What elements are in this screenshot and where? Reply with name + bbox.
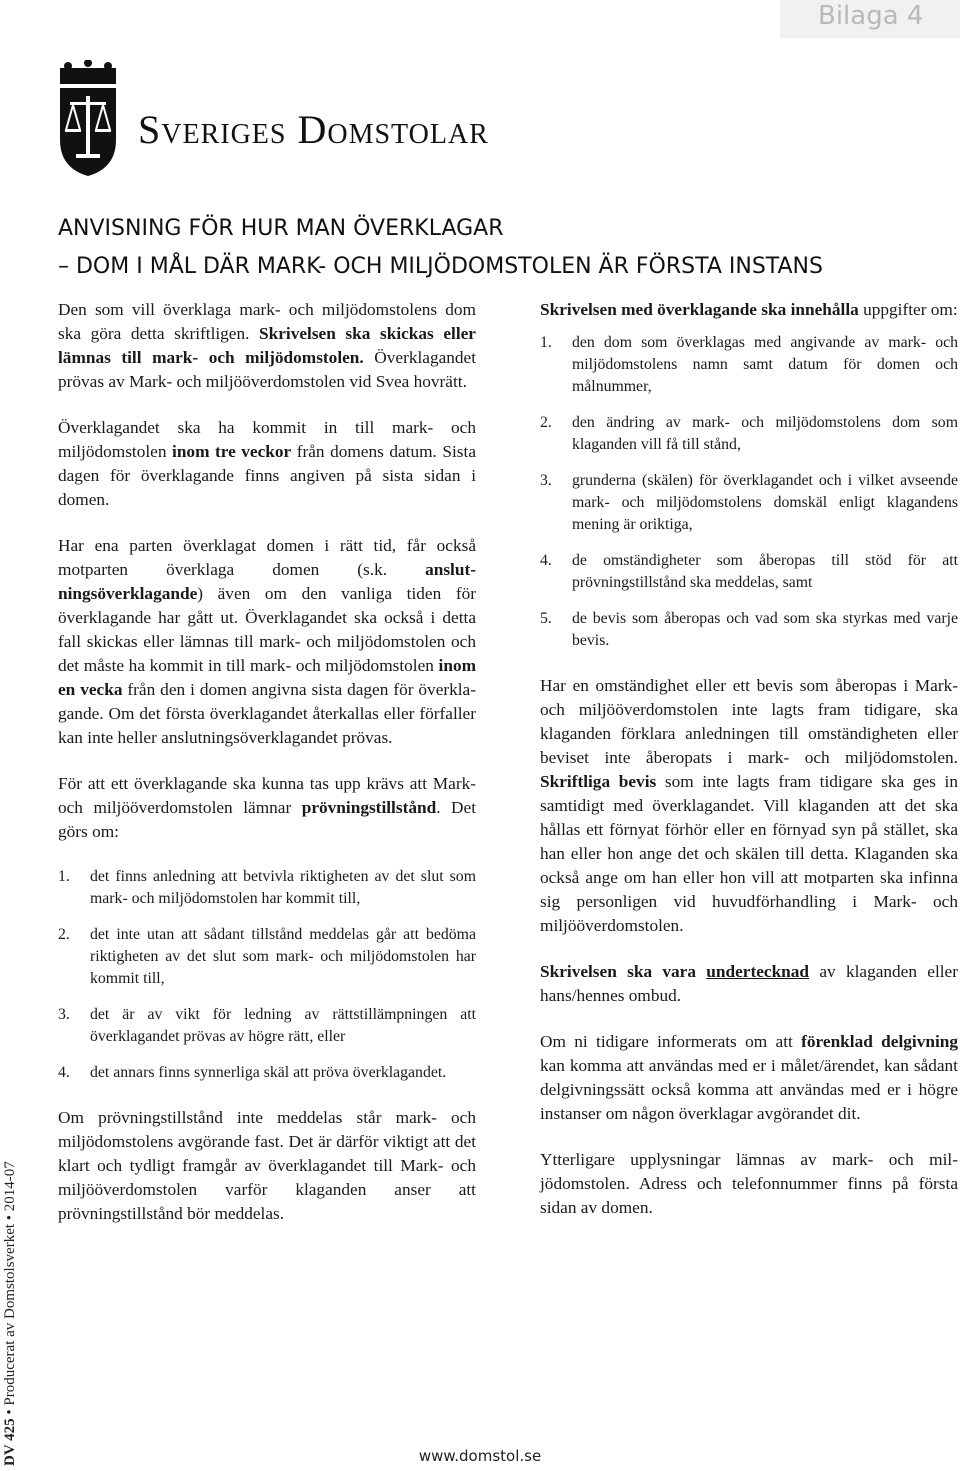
deadline-paragraph: Överklagandet ska ha kommit in till mark- och miljödomstolen inom tre veckor från domens datum. Sista dagen för överklagande finns angiven på sista sidan i domen.	[58, 418, 476, 509]
more-info-paragraph: Ytterligare upplysningar lämnas av mark- och miljödomstolen. Adress och telefonnummer finns på första sidan av domen.	[540, 1150, 958, 1217]
contents-heading: Skrivelsen med överklagande ska innehålla uppgifter om:	[540, 300, 958, 319]
no-leave-paragraph: Om prövningstillstånd inte meddelas står mark- och miljödomstolens avgörande fast. Det är därför viktigt att det klart och tydligt framgår av överklagandet till Mark- och miljööverdomstolen varför klaganden anser att prövningstillstånd bör meddelas.	[58, 1108, 476, 1223]
title-line-2: – DOM I MÅL DÄR MARK- OCH MILJÖDOMSTOLEN ÄR FÖRSTA INSTANS	[58, 254, 823, 279]
document-code-sidebar: DV 425 • Producerat av Domstolsverket • 2014-07	[2, 1161, 18, 1466]
list-item: 3. det är av vikt för ledning av rättstillämpningen att överklagandet prövas av högre rätt, eller	[58, 1006, 476, 1045]
list-item: 4. det annars finns synnerliga skäl att pröva överklagandet.	[58, 1064, 447, 1081]
crowned-scales-emblem	[60, 60, 116, 176]
signature-paragraph: Skrivelsen ska vara undertecknad av klaganden eller hans/hennes ombud.	[540, 962, 958, 1005]
list-item: 5. de bevis som åberopas och vad som ska styrkas med varje bevis.	[540, 610, 958, 649]
list-item: 1. den dom som överklagas med angivande av mark- och miljödomstolens namn samt datum för domen och målnummer,	[540, 334, 958, 395]
logo-wordmark: Sveriges Domstolar	[138, 107, 489, 152]
leave-to-appeal-paragraph: För att ett överklagande ska kunna tas upp krävs att Mark- och miljööverdomstolen lämnar prövningstillstånd. Det görs om:	[58, 774, 476, 841]
list-item: 2. den ändring av mark- och miljödomstolens dom som klaganden vill få till stånd,	[540, 414, 958, 453]
list-item: 3. grunderna (skälen) för överklagandet och i vilket avseende mark- och miljödomstolens domskäl enligt klagandens mening är oriktiga,	[540, 472, 958, 533]
leave-to-appeal-criteria-list	[58, 866, 476, 1084]
contents-list	[540, 332, 958, 652]
cross-appeal-paragraph: Har ena parten överklagat domen i rätt tid, får också motparten överklaga domen (s.k. anslutningsöverklagande) även om den vanliga tiden för överklagande har gått ut. Överklagandet ska också i detta fall skickas eller lämnas till mark- och miljödomstolen och det måste ha kommit in till mark- och miljödomstolen inom en vecka från den i domen angivna sista dagen för överklagande. Om det första överklagandet återkallas eller förfaller kan inte heller anslutningsöverklagandet prövas.	[58, 536, 476, 747]
intro-paragraph: Den som vill överklaga mark- och miljödomstolens dom ska göra detta skriftligen. Skrivelsen ska skickas eller lämnas till mark- och miljödomstolen. Överklagandet prövas av Mark- och miljööverdomstolen vid Svea hovrätt.	[58, 300, 477, 391]
list-item: 1. det finns anledning att betvivla riktigheten av det slut som mark- och miljödomstolen har kommit till,	[58, 868, 476, 907]
right-column	[540, 298, 958, 1242]
footer-website: www.domstol.se	[418, 1447, 542, 1465]
service-paragraph: Om ni tidigare informerats om att förenklad delgivning kan komma att användas med er i målet/ärendet, kan sådant delgivningssätt också komma att användas med er i högre instanser om någon överklagar avgörandet dit.	[540, 1032, 958, 1123]
title-line-1: ANVISNING FÖR HUR MAN ÖVERKLAGAR	[58, 216, 504, 241]
attachment-label: Bilaga 4	[780, 0, 960, 38]
list-item: 4. de omständigheter som åberopas till stöd för att prövningstillstånd ska meddelas, samt	[540, 552, 958, 591]
page-title	[58, 210, 938, 286]
evidence-paragraph: Har en omständighet eller ett bevis som åberopas i Mark- och miljööverdomstolen inte lagts fram tidigare, ska klaganden förklara anledningen till omständigheten eller beviset inte åberopats i mark- och miljödomstolen. Skriftliga bevis som inte lagts fram tidigare ska ges in samtidigt med överklagandet. Vill klaganden att det ska hållas ett förnyat förhör eller en förnyad syn på stället, ska han eller hon ange det och skälen till detta. Klaganden ska också ange om han eller hon vill att motparten ska infinna sig personligen vid huvudförhandling i Mark- och miljööverdomstolen.	[540, 676, 959, 935]
left-column	[58, 298, 476, 1248]
list-item: 2. det inte utan att sådant tillstånd meddelas går att bedöma riktigheten av det slut som mark- och miljödomstolen har kommit till,	[58, 926, 476, 987]
